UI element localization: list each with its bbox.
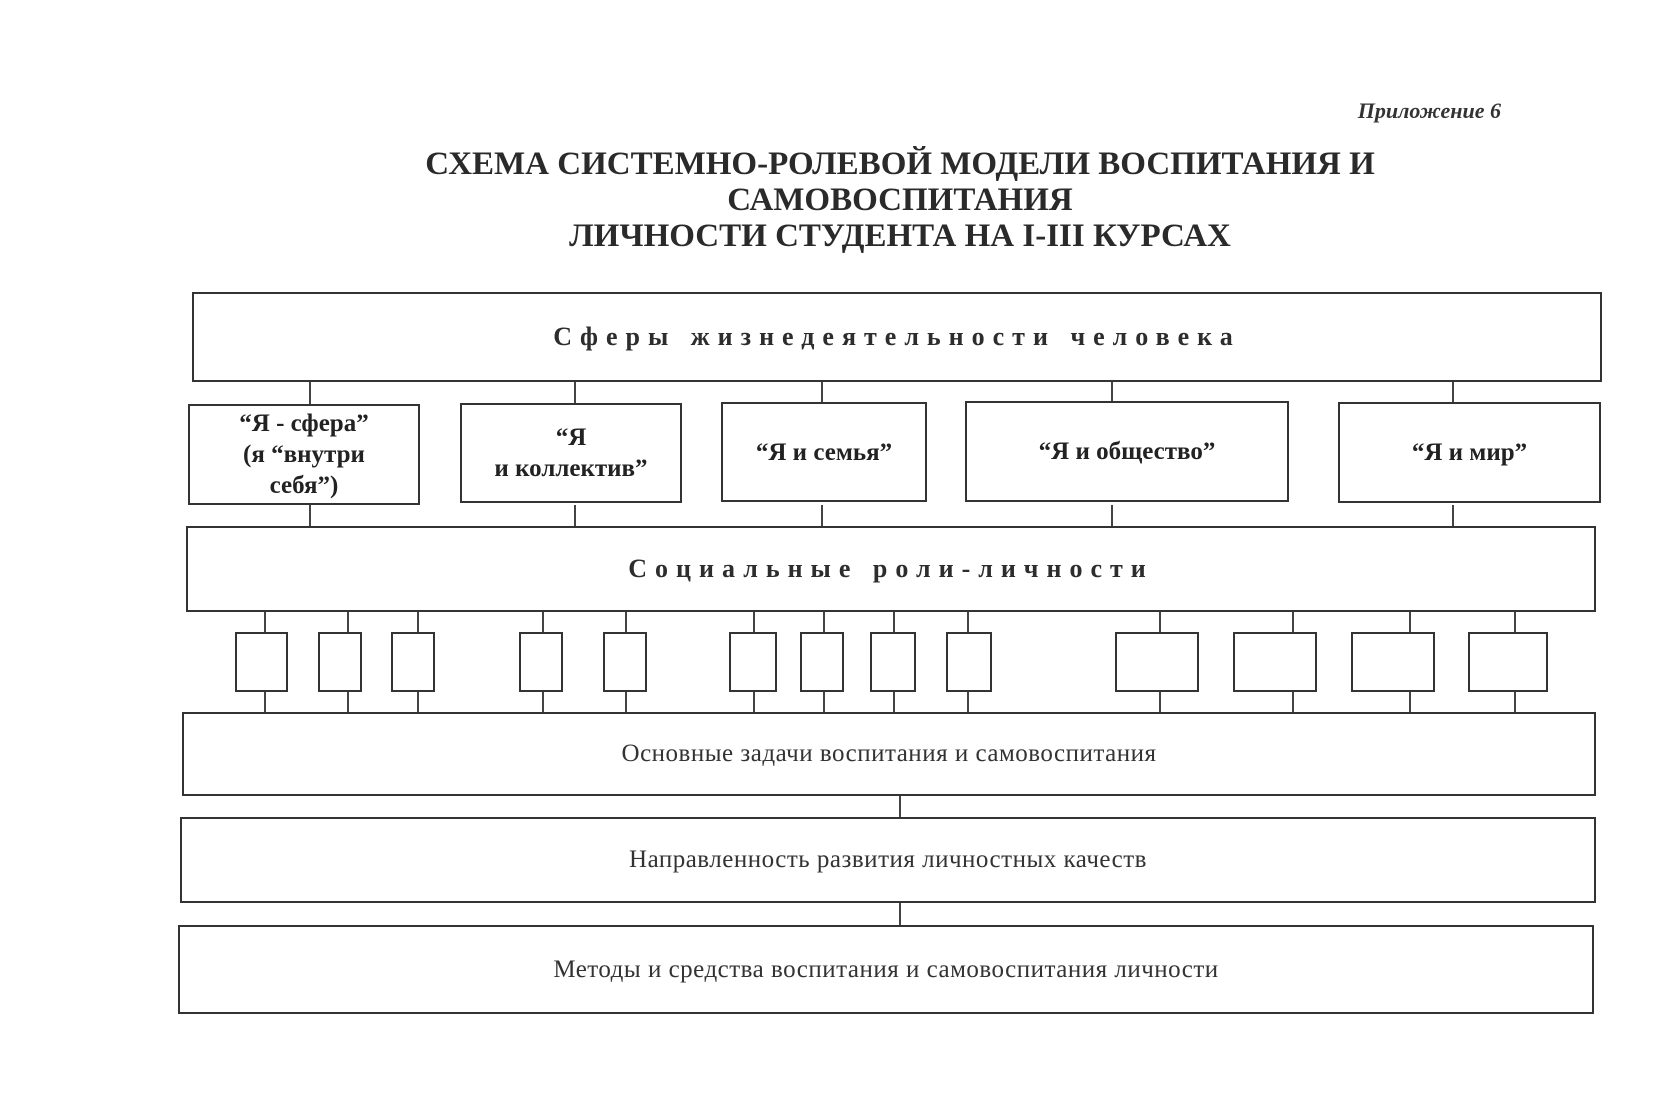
spheres-header-box	[192, 292, 1602, 382]
sphere-self-line-2: (я “внутри	[243, 441, 365, 468]
role-box	[318, 632, 362, 692]
tasks-label: Основные задачи воспитания и самовоспитания	[621, 740, 1157, 767]
role-box	[391, 632, 435, 692]
role-box	[1468, 632, 1548, 692]
role-box	[519, 632, 563, 692]
methods-box	[178, 925, 1594, 1014]
direction-label: Направленность развития личностных качеств	[629, 846, 1147, 873]
sphere-collective-line-2: и коллектив”	[494, 455, 648, 482]
spheres-header-label: Сферы жизнедеятельности человека	[553, 322, 1241, 351]
sphere-box-world	[1338, 402, 1601, 503]
role-box	[729, 632, 777, 692]
sphere-self-line-1: “Я - сфера”	[239, 410, 369, 437]
sphere-box-collective	[460, 403, 682, 503]
tasks-box	[182, 712, 1596, 796]
role-box	[1233, 632, 1317, 692]
role-box	[1351, 632, 1435, 692]
diagram-title	[330, 146, 1470, 254]
sphere-world-label: “Я и мир”	[1411, 439, 1528, 466]
sphere-society-label: “Я и общество”	[1038, 438, 1216, 465]
sphere-collective-line-1: “Я	[555, 424, 587, 451]
methods-label: Методы и средства воспитания и самовоспитания личности	[553, 955, 1219, 983]
roles-header-label: Социальные роли-личности	[628, 554, 1154, 583]
appendix-label: Приложение 6	[1357, 98, 1501, 123]
role-box	[800, 632, 844, 692]
title-line-2: САМОВОСПИТАНИЯ	[727, 182, 1073, 218]
sphere-family-label: “Я и семья”	[755, 438, 893, 466]
title-line-1: СХЕМА СИСТЕМНО-РОЛЕВОЙ МОДЕЛИ ВОСПИТАНИЯ И	[425, 146, 1375, 182]
sphere-self-line-3: себя”)	[269, 472, 339, 499]
sphere-box-self	[188, 404, 420, 505]
roles-header-box	[186, 526, 1596, 612]
sphere-box-family	[721, 402, 927, 502]
title-line-3: ЛИЧНОСТИ СТУДЕНТА НА I-III КУРСАХ	[569, 218, 1231, 254]
role-box	[946, 632, 992, 692]
role-box	[870, 632, 916, 692]
role-box	[1115, 632, 1199, 692]
sphere-box-society	[965, 401, 1289, 502]
direction-box	[180, 817, 1596, 903]
role-box	[235, 632, 288, 692]
role-box	[603, 632, 647, 692]
